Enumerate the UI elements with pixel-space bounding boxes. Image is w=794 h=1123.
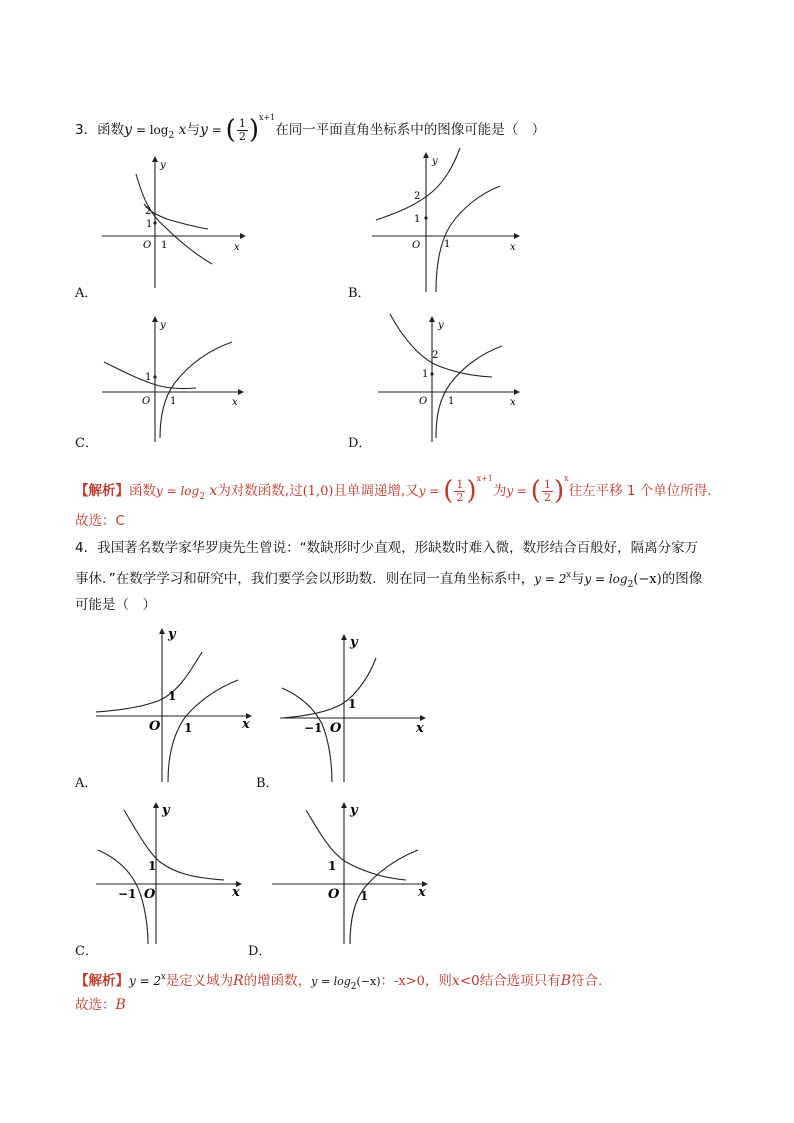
q4-graph-c <box>96 796 256 946</box>
svg-text:2: 2 <box>145 206 152 217</box>
svg-text:x: x <box>232 397 238 408</box>
svg-text:O: O <box>142 396 151 407</box>
svg-text:1: 1 <box>184 721 193 735</box>
svg-text:1: 1 <box>414 214 421 225</box>
fraction-half: $\frac{1}{2}$ <box>238 116 246 143</box>
q4-answer: 故选：B <box>75 997 126 1013</box>
svg-text:1: 1 <box>148 859 157 873</box>
svg-text:y: y <box>160 160 166 171</box>
svg-text:−1: −1 <box>304 721 323 735</box>
svg-text:O: O <box>143 240 152 251</box>
svg-text:O: O <box>328 887 340 902</box>
q3-option-b[interactable]: B． <box>348 286 371 301</box>
svg-text:x: x <box>510 242 516 253</box>
svg-text:y: y <box>162 803 170 818</box>
q3-graph-d <box>376 310 526 450</box>
svg-text:O: O <box>144 887 156 902</box>
q4-option-b[interactable]: B． <box>256 776 279 791</box>
q4-graph-a <box>94 622 264 782</box>
svg-text:y: y <box>350 803 358 818</box>
svg-text:1: 1 <box>168 689 177 703</box>
svg-text:O: O <box>149 719 161 734</box>
svg-text:O: O <box>419 396 428 407</box>
svg-text:1: 1 <box>444 239 451 250</box>
q4-option-a[interactable]: A． <box>75 776 98 791</box>
svg-text:1: 1 <box>161 240 168 251</box>
q4-graph-d <box>272 794 442 944</box>
q3-graph-b <box>370 146 530 296</box>
q4-line-2: 事休．”在数学学习和研究中，我们要学会以形助数．则在同一直角坐标系中，$y = 2^x$与$y = \log_2(-x)$的图像 <box>75 570 703 590</box>
q3-solution: 【解析】函数$y = \log_2 x$为对数函数,过(1,0)且单调递增,又y = ( $\frac{1}{2}$ )$^{x+1}$为y = ( $\frac{1}{2}$ )$^x$往左平移 1 个单位所得. <box>75 474 712 506</box>
q3-option-c[interactable]: C． <box>75 436 98 451</box>
q3-answer: 故选：C <box>75 513 125 529</box>
q4-line-1: 4．我国著名数学家华罗庚先生曾说：“数缺形时少直观，形缺数时难入微，数形结合百般好，隔离分家万 <box>75 540 699 556</box>
svg-text:y: y <box>438 320 444 331</box>
svg-text:1: 1 <box>448 396 455 407</box>
svg-text:y: y <box>350 635 358 650</box>
svg-text:1: 1 <box>145 372 152 383</box>
svg-text:1: 1 <box>360 889 369 903</box>
svg-text:2: 2 <box>414 191 421 202</box>
svg-text:x: x <box>232 885 240 900</box>
svg-text:y: y <box>160 320 166 331</box>
q3-graph-a <box>100 154 250 294</box>
svg-text:2: 2 <box>432 350 439 361</box>
svg-text:1: 1 <box>170 396 177 407</box>
svg-text:−1: −1 <box>118 887 137 901</box>
q3-stem: 3．函数$y = \log_2 x$与y = ( $\frac{1}{2}$ )$^{x+1}$在同一平面直角坐标系中的图像可能是（ ） <box>75 113 546 145</box>
svg-text:1: 1 <box>146 219 153 230</box>
svg-text:y: y <box>432 156 438 167</box>
svg-text:x: x <box>418 885 426 900</box>
svg-text:x: x <box>242 717 250 732</box>
svg-text:O: O <box>330 721 342 736</box>
q3-option-a[interactable]: A． <box>75 286 98 301</box>
svg-text:x: x <box>416 721 424 736</box>
svg-text:1: 1 <box>328 859 337 873</box>
svg-text:x: x <box>510 397 516 408</box>
q4-solution: 【解析】$y = 2^x$是定义域为R的增函数，$y = \log_2(-x)$：-x>0，则x<0结合选项只有B符合. <box>75 972 603 992</box>
svg-text:O: O <box>412 240 421 251</box>
q4-option-c[interactable]: C． <box>75 944 98 959</box>
q3-graph-c <box>100 316 250 446</box>
q4-line-3: 可能是（ ） <box>75 597 156 613</box>
svg-text:1: 1 <box>348 697 357 711</box>
q4-graph-b <box>280 624 440 784</box>
svg-text:x: x <box>234 242 240 253</box>
q4-option-d[interactable]: D． <box>248 944 272 959</box>
q3-option-d[interactable]: D． <box>348 436 372 451</box>
svg-text:y: y <box>168 627 176 642</box>
svg-text:1: 1 <box>422 369 429 380</box>
